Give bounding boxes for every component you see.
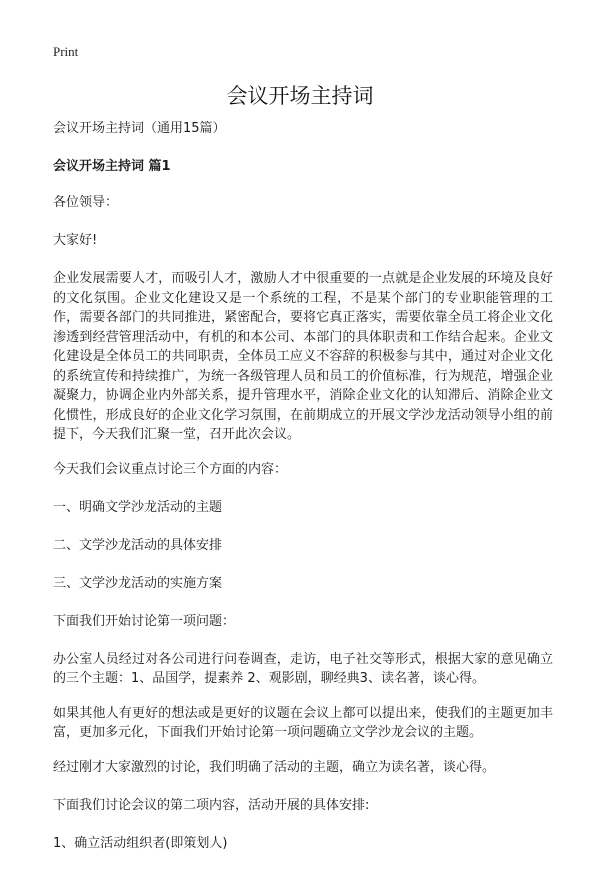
agenda-item: 三、文学沙龙活动的实施方案 [53,575,223,591]
agenda-item: 一、明确文学沙龙活动的主题 [53,499,223,515]
document-subtitle: 会议开场主持词（通用15篇） [53,121,226,136]
document-body [53,119,553,872]
document-title: 会议开场主持词 [226,84,374,108]
print-link[interactable]: Print [53,44,79,59]
body-paragraph: 如果其他人有更好的想法或是更好的议题在会议上都可以提出来，使我们的主题更加丰富，更加多元化，下面我们开始讨论第一项问题确立文学沙龙会议的主题。 [53,705,553,740]
body-paragraph: 下面我们讨论会议的第二项内容，活动开展的具体安排: [53,797,370,813]
body-paragraph: 今天我们会议重点讨论三个方面的内容： [53,461,288,477]
body-paragraph: 办公室人员经过对各公司进行问卷调查，走访，电子社交等形式，根据大家的意见确立的三个主题：1、品国学，提素养 2、观影剧，聊经典3、读名著，谈心得。 [53,651,553,686]
agenda-item: 二、文学沙龙活动的具体安排 [53,537,223,553]
body-paragraph: 企业发展需要人才，而吸引人才，激励人才中很重要的一点就是企业发展的环境及良好的文化氛围。企业文化建设又是一个系统的工程，不是某个部门的专业职能管理的工作，需要各部门的共同推进，紧密配合，要将它真正落实，需要依靠全员工将企业文化渗透到经营管理活动中，有机的和本公司、本部门的具体职责和工作结合起来。企业文化建设是全体员工的共同职责，全体员工应义不容辞的积极参与其中，通过对企业文化的系统宣传和持续推广，为统一各级管理人员和员工的价值标准，行为规范，增强企业凝聚力，协调企业内外部关系，提升管理水平，消除企业文化的认知滞后、消除企业文化惯性，形成良好的企业文化学习氛围，在前期成立的开展文学沙龙活动领导小组的前提下，今天我们汇聚一堂，召开此次会议。 [53,271,553,442]
section-heading: 会议开场主持词 篇1 [53,159,171,174]
greeting-line: 各位领导： [53,195,119,210]
body-paragraph: 经过刚才大家激烈的讨论，我们明确了活动的主题，确立为读名著，谈心得。 [53,759,496,775]
greeting-line: 大家好! [53,233,98,248]
body-paragraph: 下面我们开始讨论第一项问题： [53,613,236,629]
body-paragraph: 1、确立活动组织者(即策划人) [53,835,228,851]
